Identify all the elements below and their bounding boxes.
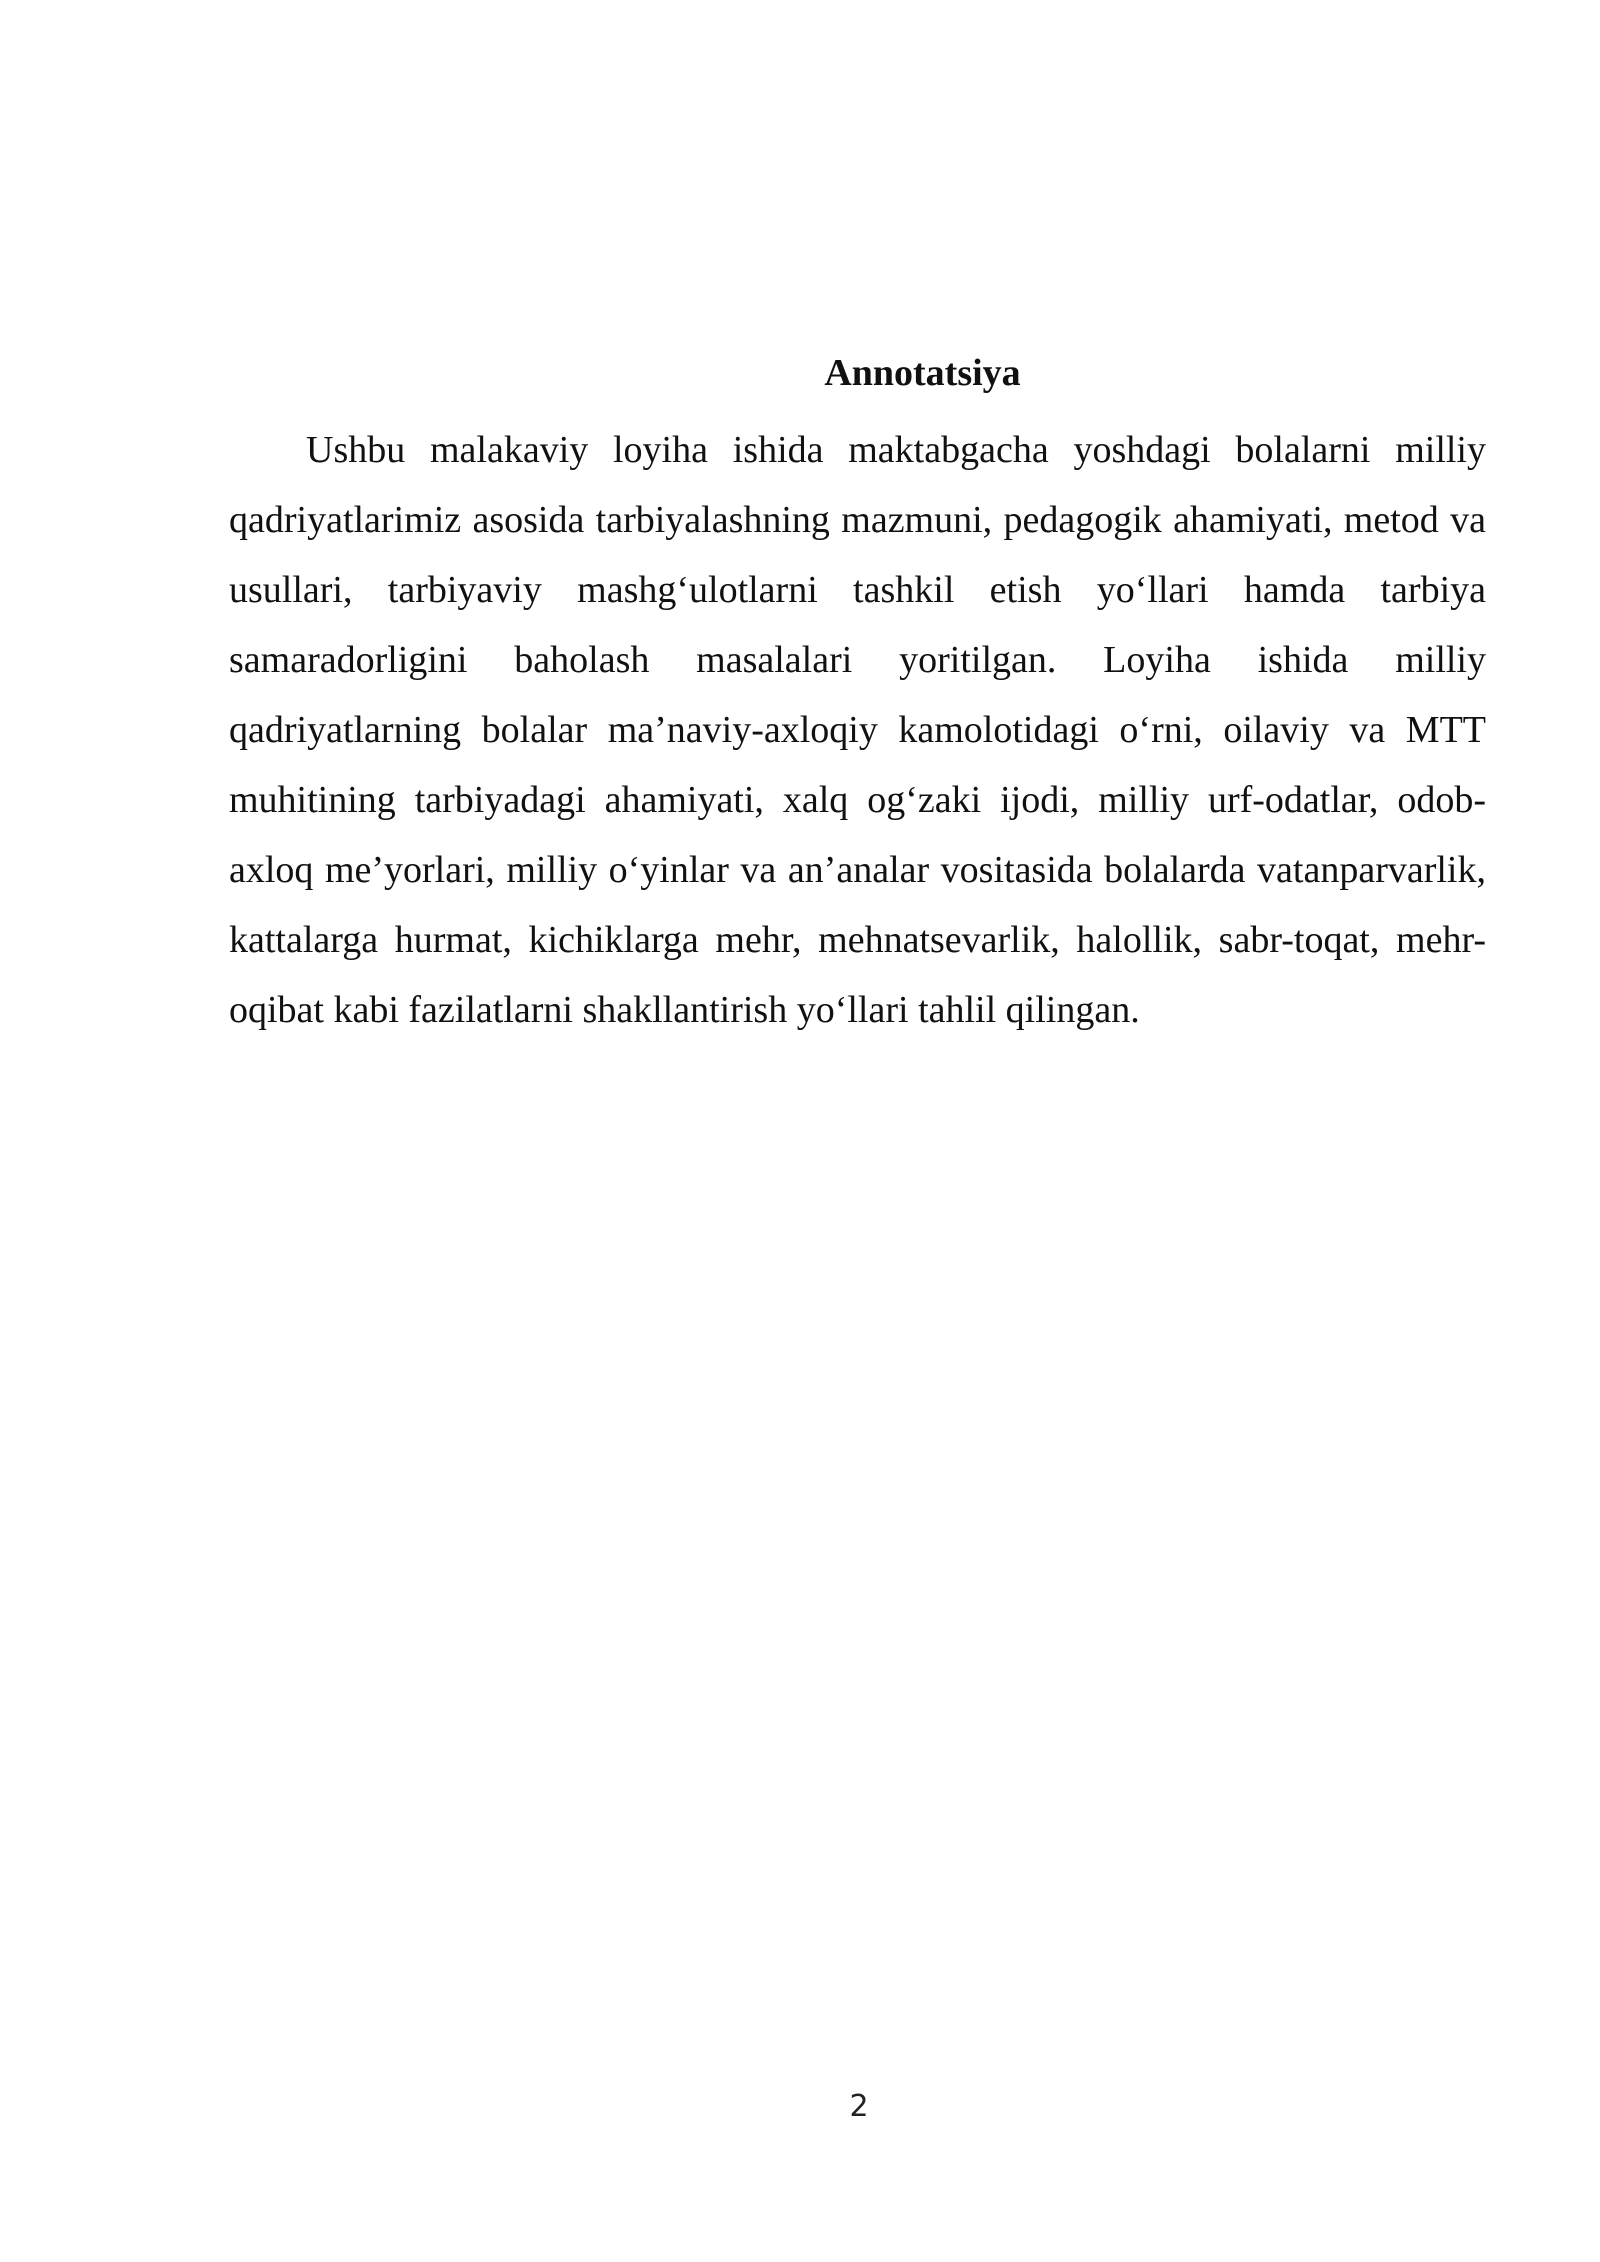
page-title: Annotatsiya [824,352,1021,394]
page-number: 2 [849,2089,869,2124]
abstract-paragraph: Ushbu malakaviy loyiha ishida maktabgacha yoshdagi bolalarni milliy qadriyatlarimiz asosida tarbiyalashning mazmuni, pedagogik ahamiyati, metod va usullari, tarbiyaviy mashg‘ulotlarni tashkil etish yo‘llari hamda tarbiya samaradorligini baholash masalalari yoritilgan. Loyiha ishida milliy qadriyatlarning bolalar ma’naviy-axloqiy kamolotidagi o‘rni, oilaviy va MTT muhitining tarbiyadagi ahamiyati, xalq og‘zaki ijodi, milliy urf-odatlar, odob-axloq me’yorlari, milliy o‘yinlar va an’analar vositasida bolalarda vatanparvarlik, kattalarga hurmat, kichiklarga mehr, mehnatsevarlik, halollik, sabr-toqat, mehr-oqibat kabi fazilatlarni shakllantirish yo‘llari tahlil qilingan. [229,429,1486,1031]
page-content [229,345,1486,1045]
